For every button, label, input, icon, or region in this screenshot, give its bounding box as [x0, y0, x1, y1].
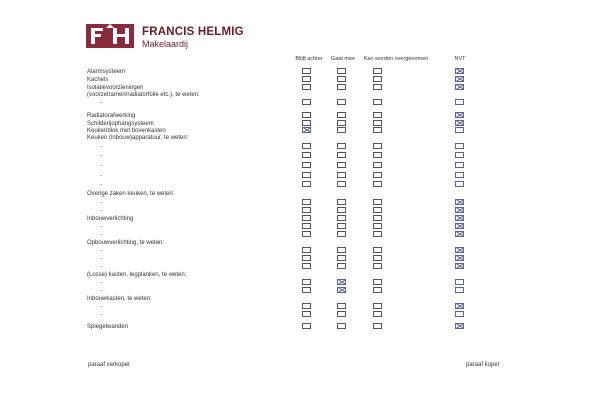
checklist-row-label: - [100, 312, 102, 318]
checklist-row [0, 162, 600, 171]
checkbox-nvt[interactable] [455, 172, 464, 178]
checkbox-gaat-mee[interactable] [337, 279, 346, 285]
checkbox-nvt[interactable] [455, 143, 464, 149]
checkbox-nvt[interactable] [455, 207, 464, 213]
checkbox-nvt[interactable] [455, 76, 464, 82]
checkbox-blijft-achter[interactable] [302, 199, 311, 205]
checkbox-blijft-achter[interactable] [302, 127, 311, 133]
checkbox-nvt[interactable] [455, 255, 464, 261]
checkbox-gaat-mee[interactable] [337, 263, 346, 269]
checkbox-kan-worden-overgenomen[interactable] [373, 231, 382, 237]
checkbox-blijft-achter[interactable] [302, 152, 311, 158]
checkbox-gaat-mee[interactable] [337, 76, 346, 82]
checklist-row-label: Spiegelwanden [87, 324, 129, 330]
checkbox-gaat-mee[interactable] [337, 207, 346, 213]
checkbox-nvt[interactable] [455, 120, 464, 126]
checkbox-gaat-mee[interactable] [337, 99, 346, 105]
checkbox-kan-worden-overgenomen[interactable] [373, 68, 382, 74]
checklist-row-label: - [100, 153, 102, 159]
checkbox-nvt[interactable] [455, 84, 464, 90]
checkbox-nvt[interactable] [455, 127, 464, 133]
checkbox-kan-worden-overgenomen[interactable] [373, 279, 382, 285]
checkbox-blijft-achter[interactable] [302, 231, 311, 237]
checkbox-nvt[interactable] [455, 162, 464, 168]
checkbox-kan-worden-overgenomen[interactable] [373, 263, 382, 269]
checkbox-gaat-mee[interactable] [337, 120, 346, 126]
checklist-row [0, 172, 600, 181]
signature-seller-label: paraaf verkoper [88, 362, 131, 368]
checkbox-kan-worden-overgenomen[interactable] [373, 247, 382, 253]
checkbox-gaat-mee[interactable] [337, 127, 346, 133]
checklist-row-label: - [100, 248, 102, 254]
checkbox-kan-worden-overgenomen[interactable] [373, 311, 382, 317]
signature-buyer-label: paraaf koper [466, 362, 500, 368]
checkbox-nvt[interactable] [455, 303, 464, 309]
checklist-row [0, 190, 600, 199]
checkbox-blijft-achter[interactable] [302, 279, 311, 285]
checkbox-blijft-achter[interactable] [302, 207, 311, 213]
checkbox-nvt[interactable] [455, 181, 464, 187]
checkbox-kan-worden-overgenomen[interactable] [373, 199, 382, 205]
checkbox-gaat-mee[interactable] [337, 68, 346, 74]
checkbox-blijft-achter[interactable] [302, 99, 311, 105]
checklist-row [0, 181, 600, 190]
checkbox-blijft-achter[interactable] [302, 255, 311, 261]
checkbox-blijft-achter[interactable] [302, 303, 311, 309]
checkbox-kan-worden-overgenomen[interactable] [373, 112, 382, 118]
checkbox-gaat-mee[interactable] [337, 181, 346, 187]
checklist-row [0, 311, 600, 320]
checkbox-blijft-achter[interactable] [302, 120, 311, 126]
checkbox-blijft-achter[interactable] [302, 76, 311, 82]
checkbox-gaat-mee[interactable] [337, 199, 346, 205]
checklist-row-label: - [100, 100, 102, 106]
checklist-row-label: Radiatorafwerking [87, 113, 136, 119]
checklist-row-label: Kachels [87, 77, 109, 83]
checkbox-gaat-mee[interactable] [337, 215, 346, 221]
checkbox-blijft-achter[interactable] [302, 247, 311, 253]
checkbox-blijft-achter[interactable] [302, 162, 311, 168]
checkbox-kan-worden-overgenomen[interactable] [373, 172, 382, 178]
checkbox-gaat-mee[interactable] [337, 231, 346, 237]
checkbox-kan-worden-overgenomen[interactable] [373, 215, 382, 221]
checklist-row-label: (Losse) kasten, legplanken, te weten: [87, 272, 187, 278]
column-header-blijft-achter: Blijft achter [295, 56, 323, 62]
column-header-kan-worden-overgenomen: Kan worden overgenomen [363, 56, 429, 62]
checklist-row-label: - [100, 200, 102, 206]
checkbox-kan-worden-overgenomen[interactable] [373, 99, 382, 105]
checklist-row-label: - [100, 144, 102, 150]
checklist-row-label: - [100, 256, 102, 262]
checkbox-blijft-achter[interactable] [302, 112, 311, 118]
checkbox-blijft-achter[interactable] [302, 287, 311, 293]
checklist-row-label: - [100, 232, 102, 238]
checkbox-nvt[interactable] [455, 223, 464, 229]
checkbox-nvt[interactable] [455, 152, 464, 158]
checkbox-gaat-mee[interactable] [337, 172, 346, 178]
checklist-row-label: - [100, 163, 102, 169]
checkbox-nvt[interactable] [455, 231, 464, 237]
checkbox-gaat-mee[interactable] [337, 303, 346, 309]
checkbox-kan-worden-overgenomen[interactable] [373, 255, 382, 261]
brand-subtitle: Makelaardij [142, 39, 189, 49]
checkbox-gaat-mee[interactable] [337, 255, 346, 261]
checklist-row-label: Isolatievoorzieningen [87, 85, 144, 91]
checkbox-blijft-achter[interactable] [302, 181, 311, 187]
brand-name: FRANCIS HELMIG [142, 26, 244, 38]
checkbox-kan-worden-overgenomen[interactable] [373, 223, 382, 229]
checkbox-kan-worden-overgenomen[interactable] [373, 303, 382, 309]
checkbox-gaat-mee[interactable] [337, 162, 346, 168]
logo-icon [86, 24, 134, 48]
checkbox-gaat-mee[interactable] [337, 152, 346, 158]
checkbox-gaat-mee[interactable] [337, 84, 346, 90]
checkbox-blijft-achter[interactable] [302, 311, 311, 317]
checkbox-nvt[interactable] [455, 215, 464, 221]
checkbox-gaat-mee[interactable] [337, 143, 346, 149]
checklist-row-label: - [100, 173, 102, 179]
checkbox-nvt[interactable] [455, 199, 464, 205]
checklist-row-label: - [100, 208, 102, 214]
checklist-row-label: - [100, 280, 102, 286]
checklist-row-label: Opbouwverlichting, te weten: [87, 240, 165, 246]
checkbox-nvt[interactable] [455, 287, 464, 293]
checklist-row [0, 99, 600, 108]
checklist-row-label: Overige zaken keuken, te weten: [87, 191, 175, 197]
checkbox-kan-worden-overgenomen[interactable] [373, 207, 382, 213]
checklist-row [0, 143, 600, 152]
checklist-row-label: Keukenblok met bovenkasten [87, 128, 166, 134]
checkbox-kan-worden-overgenomen[interactable] [373, 127, 382, 133]
checkbox-kan-worden-overgenomen[interactable] [373, 120, 382, 126]
checklist-row [0, 152, 600, 161]
checkbox-kan-worden-overgenomen[interactable] [373, 287, 382, 293]
checkbox-kan-worden-overgenomen[interactable] [373, 143, 382, 149]
column-header-gaat-mee: Gaat mee [330, 56, 356, 62]
checkbox-blijft-achter[interactable] [302, 263, 311, 269]
checkbox-kan-worden-overgenomen[interactable] [373, 152, 382, 158]
checkbox-kan-worden-overgenomen[interactable] [373, 84, 382, 90]
checklist-row [0, 323, 600, 332]
checklist-row-label: Inbouwkasten, te weten: [87, 296, 152, 302]
checkbox-gaat-mee[interactable] [337, 323, 346, 329]
checkbox-blijft-achter[interactable] [302, 172, 311, 178]
checkbox-blijft-achter[interactable] [302, 68, 311, 74]
checkbox-gaat-mee[interactable] [337, 287, 346, 293]
checkbox-blijft-achter[interactable] [302, 143, 311, 149]
checklist-row-label: Schilderijophangsysteem [87, 121, 154, 127]
column-header-nvt: NVT [454, 56, 466, 62]
checkbox-blijft-achter[interactable] [302, 84, 311, 90]
checkbox-kan-worden-overgenomen[interactable] [373, 181, 382, 187]
checklist-row-label: - [100, 264, 102, 270]
checkbox-kan-worden-overgenomen[interactable] [373, 76, 382, 82]
checkbox-blijft-achter[interactable] [302, 323, 311, 329]
brand [142, 26, 244, 50]
checkbox-nvt[interactable] [455, 68, 464, 74]
checklist-row-label: (voorzetramen/radiatorfolie etc.), te weten: [87, 92, 200, 98]
checkbox-blijft-achter[interactable] [302, 223, 311, 229]
checklist-row-label: Inbouwverlichting [87, 216, 134, 222]
checklist-row-label: - [100, 288, 102, 294]
checkbox-nvt[interactable] [455, 263, 464, 269]
checkbox-gaat-mee[interactable] [337, 112, 346, 118]
checkbox-nvt[interactable] [455, 112, 464, 118]
checkbox-kan-worden-overgenomen[interactable] [373, 162, 382, 168]
checkbox-gaat-mee[interactable] [337, 311, 346, 317]
checkbox-nvt[interactable] [455, 279, 464, 285]
checkbox-kan-worden-overgenomen[interactable] [373, 323, 382, 329]
checkbox-gaat-mee[interactable] [337, 247, 346, 253]
checkbox-nvt[interactable] [455, 99, 464, 105]
checklist-row [0, 134, 600, 143]
checkbox-nvt[interactable] [455, 323, 464, 329]
checklist-row-label: - [100, 304, 102, 310]
checklist-row-label: - [100, 224, 102, 230]
checklist-row-label: - [100, 182, 102, 188]
checkbox-gaat-mee[interactable] [337, 223, 346, 229]
checklist-row-label: Alarmsysteem [87, 69, 126, 75]
checklist-row-label: Keuken (inbouw)apparatuur, te weten: [87, 135, 189, 141]
checkbox-nvt[interactable] [455, 311, 464, 317]
checkbox-blijft-achter[interactable] [302, 215, 311, 221]
checkbox-nvt[interactable] [455, 247, 464, 253]
